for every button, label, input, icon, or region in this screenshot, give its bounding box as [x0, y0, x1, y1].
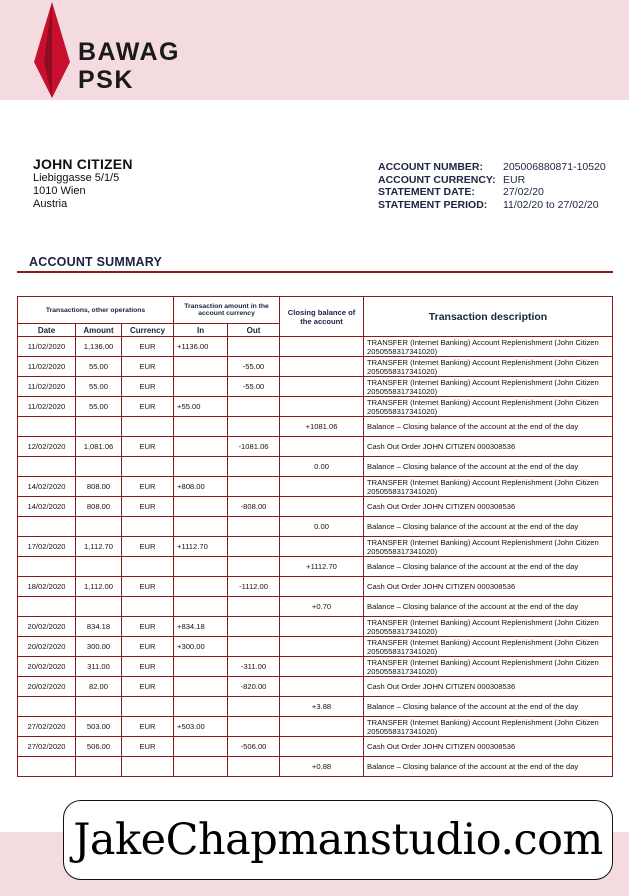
table-row [18, 357, 613, 377]
cell-closing [280, 617, 364, 637]
cell-amount: 1,136.00 [76, 337, 122, 357]
cell-desc: TRANSFER (Internet Banking) Account Replenishment (John Citizen 2050558317341020) [364, 537, 613, 557]
account-holder-block [33, 156, 133, 211]
cell-in [174, 557, 228, 577]
table-row [18, 397, 613, 417]
cell-closing [280, 377, 364, 397]
statement-period-row [378, 199, 606, 212]
cell-desc: TRANSFER (Internet Banking) Account Replenishment (John Citizen 2050558317341020) [364, 617, 613, 637]
cell-date: 20/02/2020 [18, 617, 76, 637]
cell-desc: TRANSFER (Internet Banking) Account Replenishment (John Citizen 2050558317341020) [364, 477, 613, 497]
cell-out [228, 337, 280, 357]
table-row [18, 337, 613, 357]
detail-value: 11/02/20 to 27/02/20 [503, 198, 599, 211]
cell-desc: Cash Out Order JOHN CITIZEN 000308536 [364, 497, 613, 517]
watermark-text: JakeChapmanstudio.com [73, 815, 603, 865]
cell-out [228, 697, 280, 717]
cell-closing [280, 337, 364, 357]
cell-date [18, 457, 76, 477]
cell-closing: +0.70 [280, 597, 364, 617]
cell-date: 11/02/2020 [18, 357, 76, 377]
cell-in: +503.00 [174, 717, 228, 737]
cell-out: -55.00 [228, 357, 280, 377]
cell-desc: Cash Out Order JOHN CITIZEN 000308536 [364, 437, 613, 457]
table-row [18, 477, 613, 497]
cell-out [228, 457, 280, 477]
table-row [18, 537, 613, 557]
cell-out: -506.00 [228, 737, 280, 757]
cell-in [174, 757, 228, 777]
cell-out [228, 757, 280, 777]
cell-out [228, 617, 280, 637]
address-line: Austria [33, 198, 68, 210]
cell-amount: 808.00 [76, 477, 122, 497]
table-row [18, 657, 613, 677]
cell-in: +300.00 [174, 637, 228, 657]
section-divider [17, 271, 613, 273]
cell-closing [280, 677, 364, 697]
table-row [18, 737, 613, 757]
cell-date: 14/02/2020 [18, 497, 76, 517]
cell-closing [280, 497, 364, 517]
cell-amount [76, 557, 122, 577]
cell-desc: TRANSFER (Internet Banking) Account Replenishment (John Citizen 2050558317341020) [364, 717, 613, 737]
cell-desc: Balance – Closing balance of the account at the end of the day [364, 417, 613, 437]
cell-currency: EUR [122, 437, 174, 457]
cell-currency: EUR [122, 637, 174, 657]
cell-amount: 300.00 [76, 637, 122, 657]
cell-closing [280, 357, 364, 377]
cell-desc: Cash Out Order JOHN CITIZEN 000308536 [364, 737, 613, 757]
cell-date: 11/02/2020 [18, 337, 76, 357]
cell-currency [122, 757, 174, 777]
cell-out [228, 517, 280, 537]
cell-in: +1136.00 [174, 337, 228, 357]
account-number-row [378, 161, 606, 174]
cell-in [174, 517, 228, 537]
cell-out: -1081.06 [228, 437, 280, 457]
cell-desc: Cash Out Order JOHN CITIZEN 000308536 [364, 577, 613, 597]
cell-date: 17/02/2020 [18, 537, 76, 557]
cell-amount [76, 417, 122, 437]
cell-in: +834.18 [174, 617, 228, 637]
cell-in [174, 497, 228, 517]
cell-in [174, 657, 228, 677]
table-row [18, 437, 613, 457]
cell-out: -1112.00 [228, 577, 280, 597]
cell-amount: 1,081.06 [76, 437, 122, 457]
cell-closing: +1112.70 [280, 557, 364, 577]
cell-currency: EUR [122, 617, 174, 637]
header-currency: Currency [122, 324, 174, 337]
cell-date: 20/02/2020 [18, 677, 76, 697]
cell-amount: 503.00 [76, 717, 122, 737]
cell-in [174, 357, 228, 377]
logo-line1: BAWAG [78, 38, 180, 66]
cell-currency: EUR [122, 657, 174, 677]
cell-currency [122, 517, 174, 537]
account-details [378, 161, 606, 211]
summary-title: ACCOUNT SUMMARY [29, 255, 163, 269]
cell-amount [76, 757, 122, 777]
cell-closing [280, 397, 364, 417]
cell-currency: EUR [122, 397, 174, 417]
cell-date: 11/02/2020 [18, 377, 76, 397]
header-date: Date [18, 324, 76, 337]
cell-in: +808.00 [174, 477, 228, 497]
table-row [18, 597, 613, 617]
table-row [18, 557, 613, 577]
cell-currency: EUR [122, 737, 174, 757]
holder-name: JOHN CITIZEN [33, 156, 133, 172]
detail-value: 27/02/20 [503, 186, 544, 198]
cell-currency: EUR [122, 577, 174, 597]
cell-closing [280, 477, 364, 497]
cell-currency: EUR [122, 377, 174, 397]
cell-amount [76, 457, 122, 477]
cell-amount: 55.00 [76, 357, 122, 377]
cell-out: -808.00 [228, 497, 280, 517]
table-row [18, 417, 613, 437]
cell-out: -311.00 [228, 657, 280, 677]
cell-desc: TRANSFER (Internet Banking) Account Replenishment (John Citizen 2050558317341020) [364, 637, 613, 657]
cell-closing [280, 657, 364, 677]
cell-closing [280, 537, 364, 557]
cell-amount [76, 697, 122, 717]
watermark-box [63, 800, 613, 880]
cell-desc: Balance – Closing balance of the account at the end of the day [364, 597, 613, 617]
cell-currency: EUR [122, 537, 174, 557]
header-in: In [174, 324, 228, 337]
cell-desc: Balance – Closing balance of the account at the end of the day [364, 457, 613, 477]
header-amount-group: Transaction amount in the account currency [174, 297, 280, 324]
cell-closing: +3.88 [280, 697, 364, 717]
bawag-psk-logo [30, 2, 230, 98]
table-row [18, 457, 613, 477]
cell-date: 11/02/2020 [18, 397, 76, 417]
detail-label: STATEMENT DATE: [378, 186, 475, 198]
cell-currency [122, 697, 174, 717]
statement-date-row [378, 186, 606, 199]
cell-currency [122, 457, 174, 477]
cell-date: 18/02/2020 [18, 577, 76, 597]
table-row [18, 697, 613, 717]
cell-date: 20/02/2020 [18, 637, 76, 657]
detail-value: 205006880871-10520 [503, 161, 606, 173]
cell-closing: +1081.06 [280, 417, 364, 437]
cell-currency: EUR [122, 497, 174, 517]
cell-in [174, 597, 228, 617]
table-row [18, 757, 613, 777]
cell-out [228, 717, 280, 737]
cell-in [174, 737, 228, 757]
table-row [18, 517, 613, 537]
cell-desc: Balance – Closing balance of the account at the end of the day [364, 557, 613, 577]
cell-currency: EUR [122, 357, 174, 377]
cell-amount: 808.00 [76, 497, 122, 517]
cell-date [18, 697, 76, 717]
detail-label: ACCOUNT CURRENCY: [378, 173, 496, 186]
cell-in: +55.00 [174, 397, 228, 417]
cell-currency: EUR [122, 717, 174, 737]
cell-closing: 0.00 [280, 457, 364, 477]
cell-out [228, 597, 280, 617]
cell-date: 12/02/2020 [18, 437, 76, 457]
cell-date [18, 757, 76, 777]
cell-desc: Cash Out Order JOHN CITIZEN 000308536 [364, 677, 613, 697]
cell-in [174, 677, 228, 697]
cell-out [228, 637, 280, 657]
table-row [18, 717, 613, 737]
cell-desc: Balance – Closing balance of the account at the end of the day [364, 517, 613, 537]
cell-closing: 0.00 [280, 517, 364, 537]
cell-desc: TRANSFER (Internet Banking) Account Replenishment (John Citizen 2050558317341020) [364, 377, 613, 397]
cell-amount [76, 517, 122, 537]
cell-amount: 1,112.00 [76, 577, 122, 597]
cell-desc: TRANSFER (Internet Banking) Account Replenishment (John Citizen 2050558317341020) [364, 337, 613, 357]
cell-in [174, 437, 228, 457]
cell-amount: 1,112.70 [76, 537, 122, 557]
header-closing-balance: Closing balance of the account [280, 297, 364, 337]
cell-amount [76, 597, 122, 617]
cell-in: +1112.70 [174, 537, 228, 557]
cell-out: -55.00 [228, 377, 280, 397]
cell-currency: EUR [122, 337, 174, 357]
cell-out [228, 557, 280, 577]
table-row [18, 377, 613, 397]
header-description: Transaction description [364, 297, 613, 337]
cell-amount: 834.18 [76, 617, 122, 637]
header-other-operations: Transactions, other operations [18, 297, 174, 324]
cell-in [174, 417, 228, 437]
cell-date [18, 417, 76, 437]
cell-out [228, 477, 280, 497]
transactions-body [18, 337, 613, 777]
cell-date: 14/02/2020 [18, 477, 76, 497]
address-line: Liebiggasse 5/1/5 [33, 172, 120, 184]
cell-desc: TRANSFER (Internet Banking) Account Replenishment (John Citizen 2050558317341020) [364, 657, 613, 677]
cell-date: 27/02/2020 [18, 717, 76, 737]
table-row [18, 577, 613, 597]
cell-closing [280, 577, 364, 597]
table-row [18, 617, 613, 637]
detail-value: EUR [503, 173, 526, 186]
cell-desc: Balance – Closing balance of the account at the end of the day [364, 697, 613, 717]
header-amount: Amount [76, 324, 122, 337]
cell-amount: 82.00 [76, 677, 122, 697]
address-line: 1010 Wien [33, 185, 86, 197]
cell-desc: TRANSFER (Internet Banking) Account Replenishment (John Citizen 2050558317341020) [364, 397, 613, 417]
table-row [18, 637, 613, 657]
cell-date [18, 597, 76, 617]
logo-line2: PSK [78, 66, 134, 94]
cell-date: 20/02/2020 [18, 657, 76, 677]
cell-currency [122, 557, 174, 577]
cell-amount: 311.00 [76, 657, 122, 677]
cell-amount: 506.00 [76, 737, 122, 757]
detail-label: STATEMENT PERIOD: [378, 198, 488, 211]
cell-out: -820.00 [228, 677, 280, 697]
account-currency-row [378, 174, 606, 187]
cell-currency: EUR [122, 677, 174, 697]
table-row [18, 677, 613, 697]
cell-desc: TRANSFER (Internet Banking) Account Replenishment (John Citizen 2050558317341020) [364, 357, 613, 377]
cell-date [18, 517, 76, 537]
cell-in [174, 457, 228, 477]
cell-in [174, 377, 228, 397]
table-row [18, 497, 613, 517]
cell-amount: 55.00 [76, 397, 122, 417]
cell-amount: 55.00 [76, 377, 122, 397]
cell-date [18, 557, 76, 577]
detail-label: ACCOUNT NUMBER: [378, 161, 483, 173]
cell-in [174, 577, 228, 597]
cell-out [228, 537, 280, 557]
cell-in [174, 697, 228, 717]
cell-closing [280, 637, 364, 657]
cell-currency [122, 417, 174, 437]
cell-closing [280, 437, 364, 457]
cell-out [228, 417, 280, 437]
cell-date: 27/02/2020 [18, 737, 76, 757]
cell-out [228, 397, 280, 417]
cell-desc: Balance – Closing balance of the account at the end of the day [364, 757, 613, 777]
cell-currency [122, 597, 174, 617]
cell-closing [280, 717, 364, 737]
header-out: Out [228, 324, 280, 337]
transactions-table [17, 296, 613, 777]
cell-closing: +0.88 [280, 757, 364, 777]
cell-currency: EUR [122, 477, 174, 497]
cell-closing [280, 737, 364, 757]
